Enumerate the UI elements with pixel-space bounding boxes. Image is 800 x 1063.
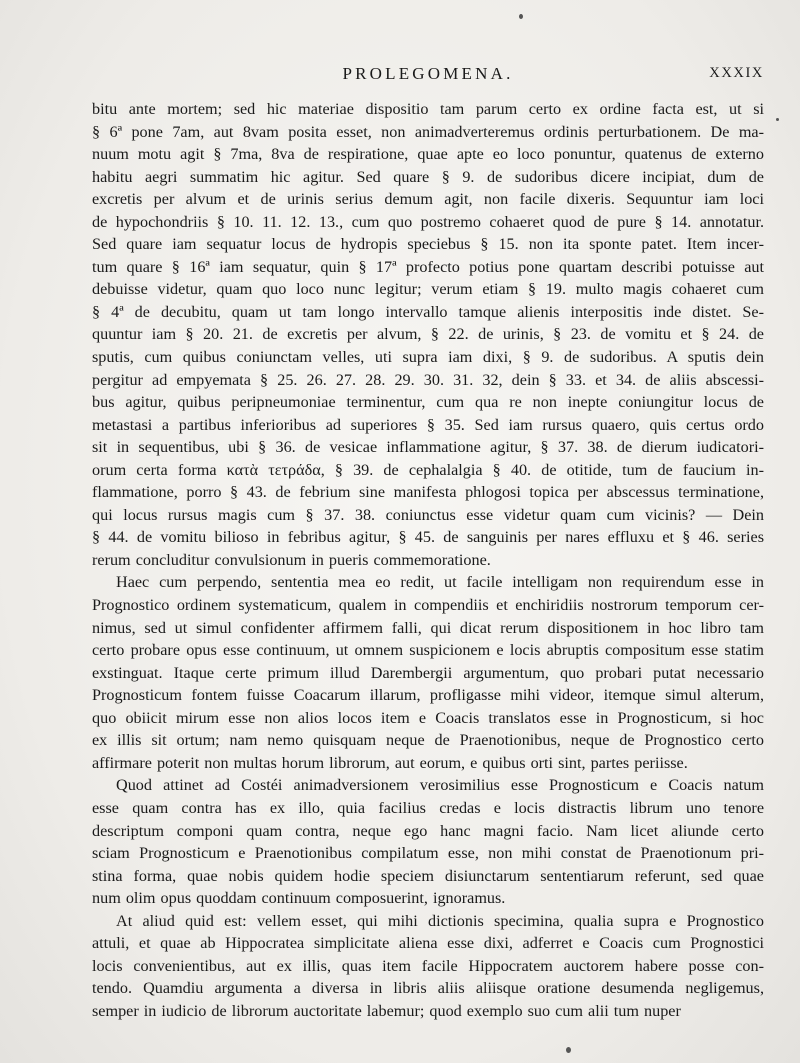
text-line: sciam Prognosticum e Praenotionibus compilatum esse, non mihi constat de Praenotionum pri- xyxy=(92,844,764,863)
text-line: semper in iudicio de librorum auctoritate labemur; quod exemplo suo cum alii tum nuper xyxy=(92,1001,681,1020)
text-line: habitu aegri summatim hic agitur. Sed quare § 9. de sudoribus dicere incipiat, dum de xyxy=(92,167,764,186)
text-line: tum quare § 16ª iam sequatur, quin § 17ª profecto potius pone quartam describi potuisse aut xyxy=(92,257,764,276)
text-line: num olim opus quoddam continuum composuerint, ignoramus. xyxy=(92,889,506,908)
text-line: quuntur iam § 20. 21. de excretis per alvum, § 22. de urinis, § 23. de vomitu et § 24. de xyxy=(92,325,764,344)
text-line: nimus, sed ut simul confidenter affirmem falli, qui dicat rerum dispositionem in hoc libro tam xyxy=(92,618,764,637)
text-line: orum certa forma κατὰ τετράδα, § 39. de cephalalgia § 40. de otitide, tum de faucium in- xyxy=(92,460,764,479)
text-line: stina forma, quae nobis quidem hodie speciem disiunctarum sententiarum referunt, sed quae xyxy=(92,866,764,885)
text-line: § 4ª de decubitu, quam ut tam longo intervallo tamque alienis interpositis inde distet. Se- xyxy=(92,302,764,321)
text-line: quo obiicit mirum esse non alios locos item e Coacis translatos esse in Prognosticum, si hoc xyxy=(92,708,764,727)
page-number: XXXIX xyxy=(709,65,764,81)
text-line: certo probare opus esse continuum, ut omnem suspicionem e locis abruptis compositum esse statim xyxy=(92,641,764,660)
text-line: ex illis sit ortum; nam nemo quisquam neque de Praenotionibus, neque de Prognostico certo xyxy=(92,731,764,750)
text-line: esse quam contra has ex illo, quia facilius credas e locis distractis librum uno tenore xyxy=(92,798,764,817)
running-head xyxy=(92,64,764,86)
text-line: affirmare poterit non multas horum librorum, aut eorum, e quibus orti sint, partes periisse. xyxy=(92,753,688,772)
text-line: At aliud quid est: vellem esset, qui mihi dictionis specimina, qualia supra e Prognostico xyxy=(116,911,764,930)
text-line: nuum motu agit § 7ma, 8va de respiratione, quae apte eo loco ponuntur, quatenus de externo xyxy=(92,145,764,164)
text-line: tendo. Quamdiu argumenta a diversa in libris aliis aliisque oratione desumenda negligemus, xyxy=(92,979,764,998)
text-line: § 6ª pone 7am, aut 8vam posita esset, non animadverteremus ordinis perturbationem. De ma- xyxy=(92,122,764,141)
ink-speck xyxy=(566,1047,571,1053)
page-title: PROLEGOMENA. xyxy=(342,64,514,83)
text-line: sit in sequentibus, ubi § 36. de vesicae inflammatione agitur, § 37. 38. de dierum iudicatori- xyxy=(92,438,764,457)
text-line: flammatione, porro § 43. de febrium sine manifesta phlogosi topica per abscessus terminatione, xyxy=(92,483,764,502)
text-line: Haec cum perpendo, sententia mea eo redit, ut facile intelligam non requirendum esse in xyxy=(116,573,764,592)
text-line: metastasi a partibus inferioribus ad superiores § 35. Sed iam rursus quaero, quis certus ordo xyxy=(92,415,764,434)
text-line: § 44. de vomitu bilioso in febribus agitur, § 45. de sanguinis per nares effluxu et § 46. series xyxy=(92,528,764,547)
text-line: qui locus rursus magis cum § 37. 38. coniunctus esse videtur quam cum vicinis? — Dein xyxy=(92,505,764,524)
text-line: locis convenientibus, aut ex illis, quas item facile Hippocratem auctorem habere posse con- xyxy=(92,956,764,975)
text-line: pergitur ad empyemata § 25. 26. 27. 28. 29. 30. 31. 32, dein § 33. et 34. de aliis abscessi- xyxy=(92,370,764,389)
paragraph xyxy=(92,910,764,1023)
paragraph xyxy=(92,774,764,909)
ink-speck xyxy=(519,14,523,19)
text-line: Prognostico ordinem systematicum, qualem in compendiis et enchiridiis nostrorum temporum cer- xyxy=(92,596,764,615)
paragraph xyxy=(92,571,764,774)
text-line: attuli, et quae ab Hippocratea simplicitate aliena esse dixi, adferret e Coacis cum Prognostici xyxy=(92,934,764,953)
text-line: bitu ante mortem; sed hic materiae dispositio tam parum certo ex ordine facta est, ut si xyxy=(92,100,764,118)
text-line: Prognosticum fontem fuisse Coacarum illarum, profligasse mihi videor, itemque simul alterum, xyxy=(92,686,764,705)
text-line: de hypochondriis § 10. 11. 12. 13., cum quo postremo cohaeret quod de pure § 14. annotatur. xyxy=(92,212,764,231)
text-line: bus agitur, quibus peripneumoniae terminentur, cum qua re non inepte coniungitur locus de xyxy=(92,393,764,412)
text-line: Sed quare iam sequatur locus de hydropis speciebus § 15. non ita sponte patet. Item incer- xyxy=(92,235,764,254)
text-line: descriptum componi quam contra, neque ego hanc magni facio. Nam licet aliunde certo xyxy=(92,821,764,840)
body-text xyxy=(92,98,764,1022)
text-line: debuisse videtur, quam quo loco nunc legitur; verum etiam § 19. multo magis cohaeret cum xyxy=(92,280,764,299)
ink-speck xyxy=(776,118,779,121)
text-line: Quod attinet ad Costéi animadversionem verosimilius esse Prognosticum e Coacis natum xyxy=(116,776,764,795)
text-line: rerum concluditur convulsionum in pueris commemoratione. xyxy=(92,550,491,569)
text-line: sputis, cum quibus coniunctam velles, uti supra iam dixi, § 9. de sudoribus. A sputis dein xyxy=(92,348,764,367)
text-line: excretis per alvum et de urinis serius demum agit, non facile dixeris. Sequuntur iam loci xyxy=(92,190,764,209)
text-line: exstinguat. Itaque certe primum illud Darembergii argumentum, quo probari putat necessario xyxy=(92,663,764,682)
paragraph xyxy=(92,98,764,571)
